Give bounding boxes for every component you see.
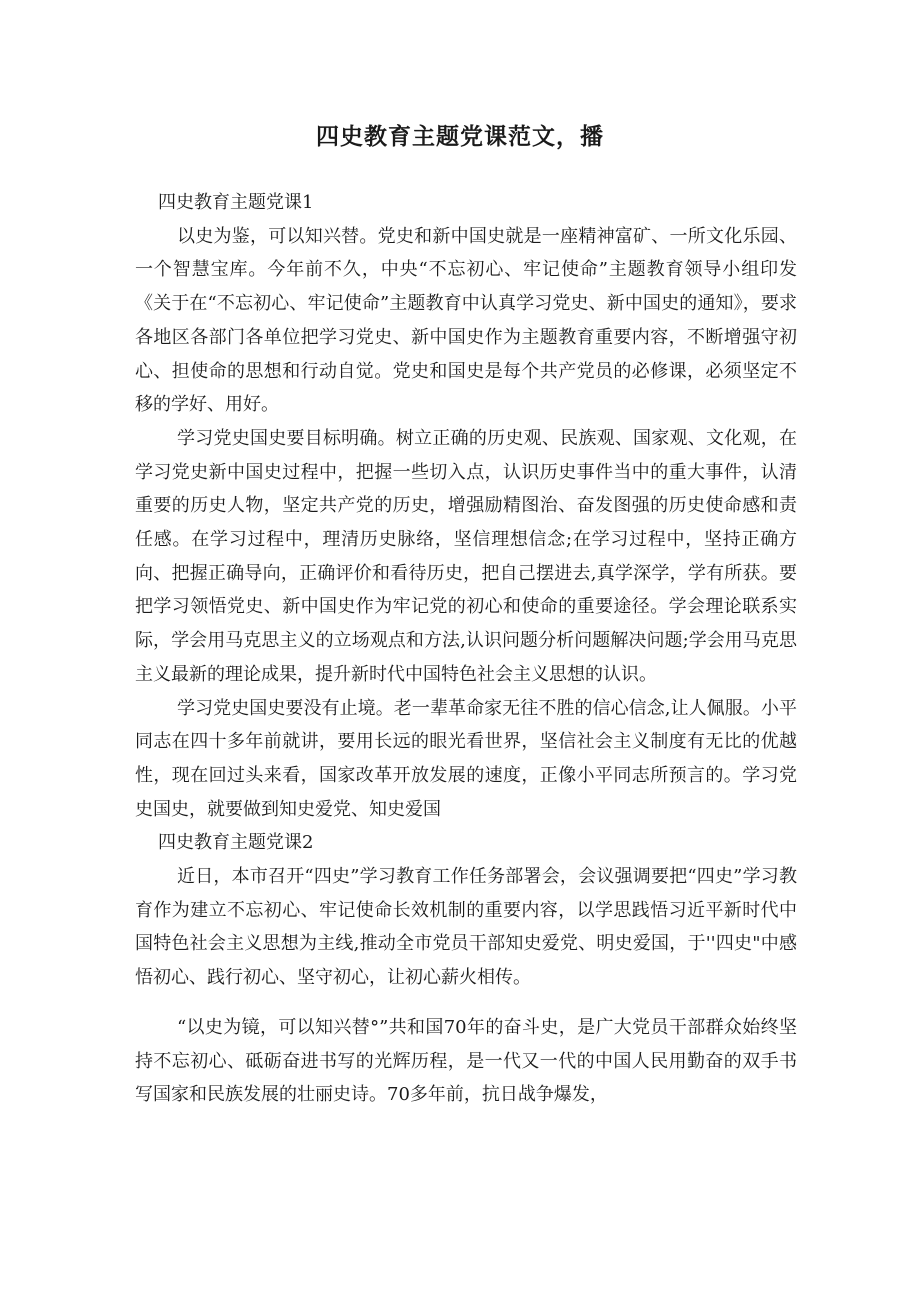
section-heading: 四史教育主题党课2 [158, 832, 314, 854]
document-body [135, 186, 797, 1112]
paragraph: “以史为镜，可以知兴替°”共和国70年的奋斗史，是广大党员干部群众始终坚持不忘初心、砥砺奋进书写的光辉历程，是一代又一代的中国人民用勤奋的双手书写国家和民族发展的壮丽史诗。70多年前，抗日战争爆发， [135, 1016, 797, 1106]
paragraph: 学习党史国史要没有止境。老一辈革命家无往不胜的信心信念,让人佩服。小平同志在四十多年前就讲，要用长远的眼光看世界，坚信社会主义制度有无比的优越性，现在回过头来看，国家改革开放发展的速度，正像小平同志所预言的。学习党史国史，就要做到知史爱党、知史爱国 [135, 697, 797, 820]
paragraph: 以史为鉴，可以知兴替。党史和新中国史就是一座精神富矿、一所文化乐园、一个智慧宝库。今年前不久，中央“不忘初心、牢记使命”主题教育领导小组印发《关于在“不忘初心、牢记使命”主题教育中认真学习党史、新中国史的通知》，要求各地区各部门各单位把学习党史、新中国史作为主题教育重要内容，不断增强守初心、担使命的思想和行动自觉。党史和国史是每个共产党员的必修课，必须坚定不移的学好、用好。 [135, 225, 797, 416]
document-title: 四史教育主题党课范文，播 [316, 124, 604, 150]
paragraph: 学习党史国史要目标明确。树立正确的历史观、民族观、国家观、文化观，在学习党史新中国史过程中，把握一些切入点，认识历史事件当中的重大事件，认清重要的历史人物，坚定共产党的历史，增强励精图治、奋发图强的历史使命感和责任感。在学习过程中，理清历史脉络，坚信理想信念;在学习过程中，坚持正确方向、把握正确导向，正确评价和看待历史，把自己摆进去,真学深学，学有所获。要把学习领悟党史、新中国史作为牢记党的初心和使命的重要途径。学会理论联系实际，学会用马克思主义的立场观点和方法,认识问题分析问题解决问题;学会用马克思主义最新的理论成果，提升新时代中国特色社会主义思想的认识。 [135, 427, 797, 685]
section-heading: 四史教育主题党课1 [158, 192, 314, 213]
paragraph: 近日，本市召开“四史”学习教育工作任务部署会，会议强调要把“四史”学习教育作为建立不忘初心、牢记使命长效机制的重要内容，以学思践悟习近平新时代中国特色社会主义思想为主线,推动全市党员干部知史爱党、明史爱国，于''四史"中感悟初心、践行初心、坚守初心，让初心薪火相传。 [135, 866, 797, 989]
